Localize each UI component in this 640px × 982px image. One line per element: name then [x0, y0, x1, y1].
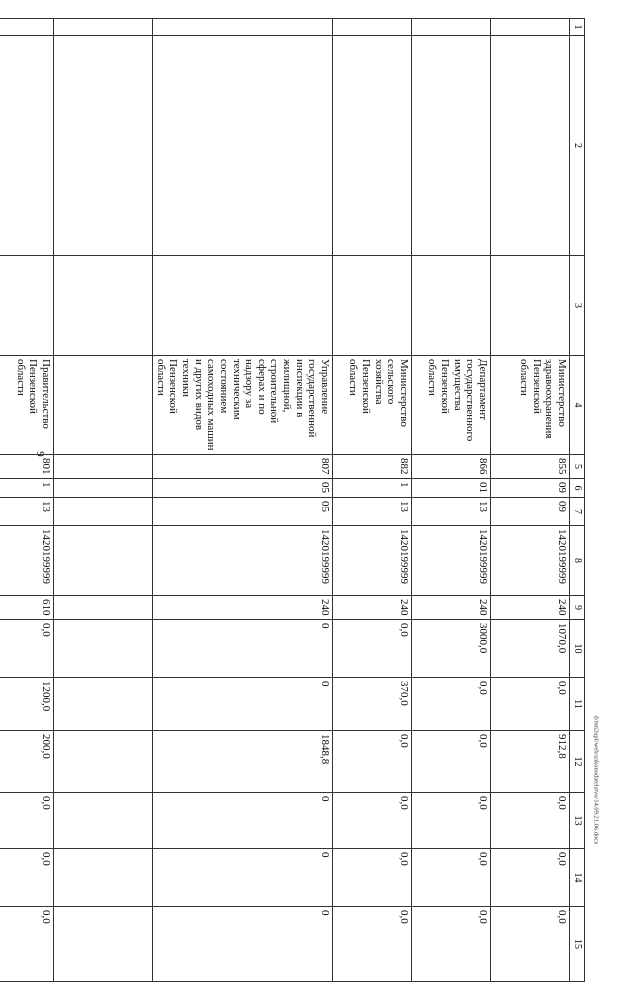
table-cell: 1070,0: [491, 620, 570, 678]
table-cell: 0,0: [0, 793, 54, 849]
table-cell: 0,0: [412, 907, 491, 982]
table-cell: Министерство сельского хозяйства Пензенской области: [333, 356, 412, 455]
header-row: [570, 19, 585, 982]
table-cell: 0,0: [0, 849, 54, 907]
table-cell: [54, 596, 153, 620]
table-cell: 0,0: [491, 907, 570, 982]
table-cell: 0: [153, 907, 333, 982]
table-cell: 866: [412, 455, 491, 479]
table-cell: [333, 36, 412, 256]
table-row: [491, 19, 570, 982]
table-cell: [153, 256, 333, 356]
table-cell: [412, 256, 491, 356]
table-cell: 0,0: [491, 849, 570, 907]
table-cell: 0,0: [491, 678, 570, 731]
table-cell: 13: [333, 498, 412, 526]
table-cell: 0,0: [412, 793, 491, 849]
header-cell: 9: [570, 596, 585, 620]
table-cell: 0: [153, 678, 333, 731]
table-cell: [412, 36, 491, 256]
table-cell: Управление государственной инспекции в жилищной, строительной сферах и по надзору за техническим состоянием самоходных машин и других видов техники Пензенской области: [153, 356, 333, 455]
table-cell: 01: [412, 479, 491, 498]
table-cell: 0,0: [333, 620, 412, 678]
table-cell: 1: [0, 479, 54, 498]
header-cell: 11: [570, 678, 585, 731]
table-cell: 05: [153, 479, 333, 498]
table-cell: 0: [153, 849, 333, 907]
table-cell: 13: [0, 498, 54, 526]
table-row: [333, 19, 412, 982]
table-cell: 09: [491, 479, 570, 498]
table-cell: 09: [491, 498, 570, 526]
table-cell: 1: [333, 479, 412, 498]
page-number: 9: [33, 451, 46, 457]
table-cell: 1420199999: [412, 526, 491, 596]
table-cell: 0,0: [412, 678, 491, 731]
table-cell: 1420199999: [333, 526, 412, 596]
table-cell: [54, 849, 153, 907]
table-cell: [54, 620, 153, 678]
table-row: [0, 19, 54, 982]
table-cell: [54, 479, 153, 498]
table-cell: [54, 678, 153, 731]
table-cell: [0, 256, 54, 356]
header-cell: 13: [570, 793, 585, 849]
table-cell: 240: [333, 596, 412, 620]
table-cell: 1200,0: [0, 678, 54, 731]
table-row: [153, 19, 333, 982]
table-cell: 3000,0: [412, 620, 491, 678]
table-cell: [412, 19, 491, 36]
table-cell: 0,0: [333, 731, 412, 793]
table-row: [54, 19, 153, 982]
table-cell: 0: [153, 793, 333, 849]
table-row: [412, 19, 491, 982]
table-cell: [333, 19, 412, 36]
table-cell: 1420199999: [0, 526, 54, 596]
table-cell: 1420199999: [491, 526, 570, 596]
header-cell: 10: [570, 620, 585, 678]
table-cell: [491, 256, 570, 356]
table-cell: [54, 793, 153, 849]
table-cell: [54, 36, 153, 256]
header-cell: 2: [570, 36, 585, 256]
table-cell: [491, 19, 570, 36]
budget-table: [0, 18, 585, 982]
table-cell: 807: [153, 455, 333, 479]
table-cell: 0,0: [412, 731, 491, 793]
table-cell: [54, 498, 153, 526]
header-cell: 1: [570, 19, 585, 36]
table-cell: 0,0: [0, 907, 54, 982]
table-cell: [54, 731, 153, 793]
table-cell: 05: [153, 498, 333, 526]
table-cell: 13: [412, 498, 491, 526]
table-cell: 0,0: [0, 620, 54, 678]
header-cell: 6: [570, 479, 585, 498]
table-cell: 801: [0, 455, 54, 479]
table-cell: 0,0: [333, 849, 412, 907]
table-cell: 240: [491, 596, 570, 620]
table-cell: Правительство Пензенской области: [0, 356, 54, 455]
header-cell: 8: [570, 526, 585, 596]
table-cell: 0,0: [333, 907, 412, 982]
table-cell: [491, 36, 570, 256]
table-container: [14, 18, 585, 949]
table-cell: [54, 256, 153, 356]
table-cell: [333, 256, 412, 356]
table-cell: [0, 19, 54, 36]
table-cell: 240: [153, 596, 333, 620]
table-cell: [54, 907, 153, 982]
table-cell: [54, 19, 153, 36]
footer-file-path: d/mn2upf/web/zakonodatelstvo/14.09.21.06.docx: [592, 715, 600, 845]
table-cell: 912,8: [491, 731, 570, 793]
header-cell: 4: [570, 356, 585, 455]
table-cell: Департамент государственного имущества Пензенской области: [412, 356, 491, 455]
table-cell: [54, 455, 153, 479]
header-cell: 3: [570, 256, 585, 356]
header-cell: 7: [570, 498, 585, 526]
table-cell: [0, 36, 54, 256]
header-cell: 5: [570, 455, 585, 479]
table-cell: 0: [153, 620, 333, 678]
table-cell: 200,0: [0, 731, 54, 793]
table-cell: [153, 19, 333, 36]
table-cell: 370,0: [333, 678, 412, 731]
table-cell: 240: [412, 596, 491, 620]
table-cell: [54, 356, 153, 455]
table-cell: [153, 36, 333, 256]
table-cell: 0,0: [412, 849, 491, 907]
table-cell: 610: [0, 596, 54, 620]
table-cell: 1420199999: [153, 526, 333, 596]
table-cell: 0,0: [333, 793, 412, 849]
table-cell: 855: [491, 455, 570, 479]
table-cell: 1848,8: [153, 731, 333, 793]
table-cell: 882: [333, 455, 412, 479]
table-cell: 0,0: [491, 793, 570, 849]
table-cell: [54, 526, 153, 596]
header-cell: 15: [570, 907, 585, 982]
header-cell: 12: [570, 731, 585, 793]
header-cell: 14: [570, 849, 585, 907]
table-cell: Министерство здравоохранения Пензенской области: [491, 356, 570, 455]
